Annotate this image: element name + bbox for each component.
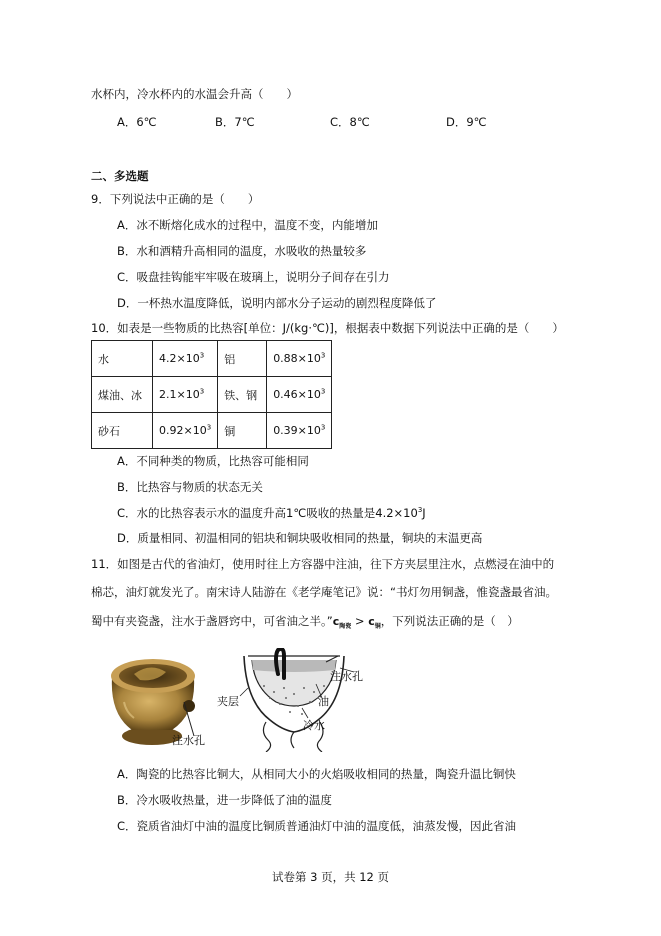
q8-option-a: A．6℃	[117, 115, 157, 129]
diagram-label-water: 冷水	[303, 719, 325, 732]
material-cell: 水	[92, 341, 153, 377]
diagram-label-oil: 油	[318, 695, 329, 708]
q11-option-a: A．陶瓷的比热容比铜大，从相同大小的火焰吸收相同的热量，陶瓷升温比铜快	[117, 767, 516, 781]
material-cell: 铜	[218, 413, 267, 449]
q11-option-b: B．冷水吸收热量，进一步降低了油的温度	[117, 793, 332, 807]
formula-copper: $c_铜$	[368, 615, 381, 631]
value-cell: $0.92\times 10^3$	[153, 413, 218, 449]
q8-option-b: B．7℃	[215, 115, 255, 129]
q9-option-b: B．水和酒精升高相同的温度，水吸收的热量较多	[117, 244, 367, 258]
value-cell: $0.46\times 10^3$	[267, 377, 332, 413]
formula-ceramic: $c_{陶瓷}$	[332, 615, 352, 631]
page-footer: 试卷第 3 页，共 12 页	[271, 870, 390, 884]
table-row	[92, 377, 332, 413]
q9-stem: 9．下列说法中正确的是（ ）	[91, 192, 260, 206]
q10-option-b: B．比热容与物质的状态无关	[117, 480, 263, 494]
q8-stem-tail: 水杯内，冷水杯内的水温会升高（ ）	[91, 87, 298, 101]
q9-option-c: C．吸盘挂钩能牢牢吸在玻璃上，说明分子间存在引力	[117, 270, 390, 284]
q10-option-d: D．质量相同、初温相同的铝块和铜块吸收相同的热量，铜块的末温更高	[117, 531, 483, 545]
q8-option-c: C．8℃	[330, 115, 370, 129]
q11-stem-line3: 蜀中有夹瓷盏，注水于盏唇窍中，可省油之半。$”c_{陶瓷} > c_铜$，下列说法正确的是（ ）	[91, 614, 519, 631]
value-cell: $0.39\times 10^3$	[267, 413, 332, 449]
material-cell: 铝	[218, 341, 267, 377]
q11-stem-line2: 棉芯，油灯就发光了。南宋诗人陆游在《老学庵笔记》说：“书灯勿用铜盏，惟瓷盏最省油。	[91, 585, 557, 599]
q9-option-d: D．一杯热水温度降低，说明内部水分子运动的剧烈程度降低了	[117, 296, 437, 310]
q8-option-d: D．9℃	[446, 115, 487, 129]
table-row	[92, 413, 332, 449]
q10-option-c: C．水的比热容表示水的温度升高1℃吸收的热量是$4.2\times 10^3J$	[117, 506, 426, 520]
q11-option-c: C．瓷质省油灯中油的温度比铜质普通油灯中油的温度低，油蒸发慢，因此省油	[117, 819, 517, 833]
material-cell: 煤油、冰	[92, 377, 153, 413]
q10-stem: 10．如表是一些物质的比热容[单位：J/(kg·℃)]，根据表中数据下列说法中正确的是（ ）	[91, 321, 564, 335]
table-row	[92, 341, 332, 377]
value-cell: $4.2\times 10^3$	[153, 341, 218, 377]
value-cell: $0.88\times 10^3$	[267, 341, 332, 377]
specific-heat-table	[91, 340, 332, 449]
photo-label-hole: 注水孔	[172, 734, 205, 747]
value-cell: $2.1\times 10^3$	[153, 377, 218, 413]
material-cell: 铁、钢	[218, 377, 267, 413]
q9-option-a: A．冰不断熔化成水的过程中，温度不变，内能增加	[117, 218, 378, 232]
q11-stem-line1: 11．如图是古代的省油灯，使用时往上方容器中注油，往下方夹层里注水，点燃浸在油中的	[91, 557, 555, 571]
diagram-label-layer: 夹层	[217, 695, 239, 708]
material-cell: 砂石	[92, 413, 153, 449]
diagram-label-hole: 注水孔	[330, 670, 363, 683]
section-title: 二、多选题	[91, 169, 149, 183]
q10-option-a: A．不同种类的物质，比热容可能相同	[117, 454, 309, 468]
